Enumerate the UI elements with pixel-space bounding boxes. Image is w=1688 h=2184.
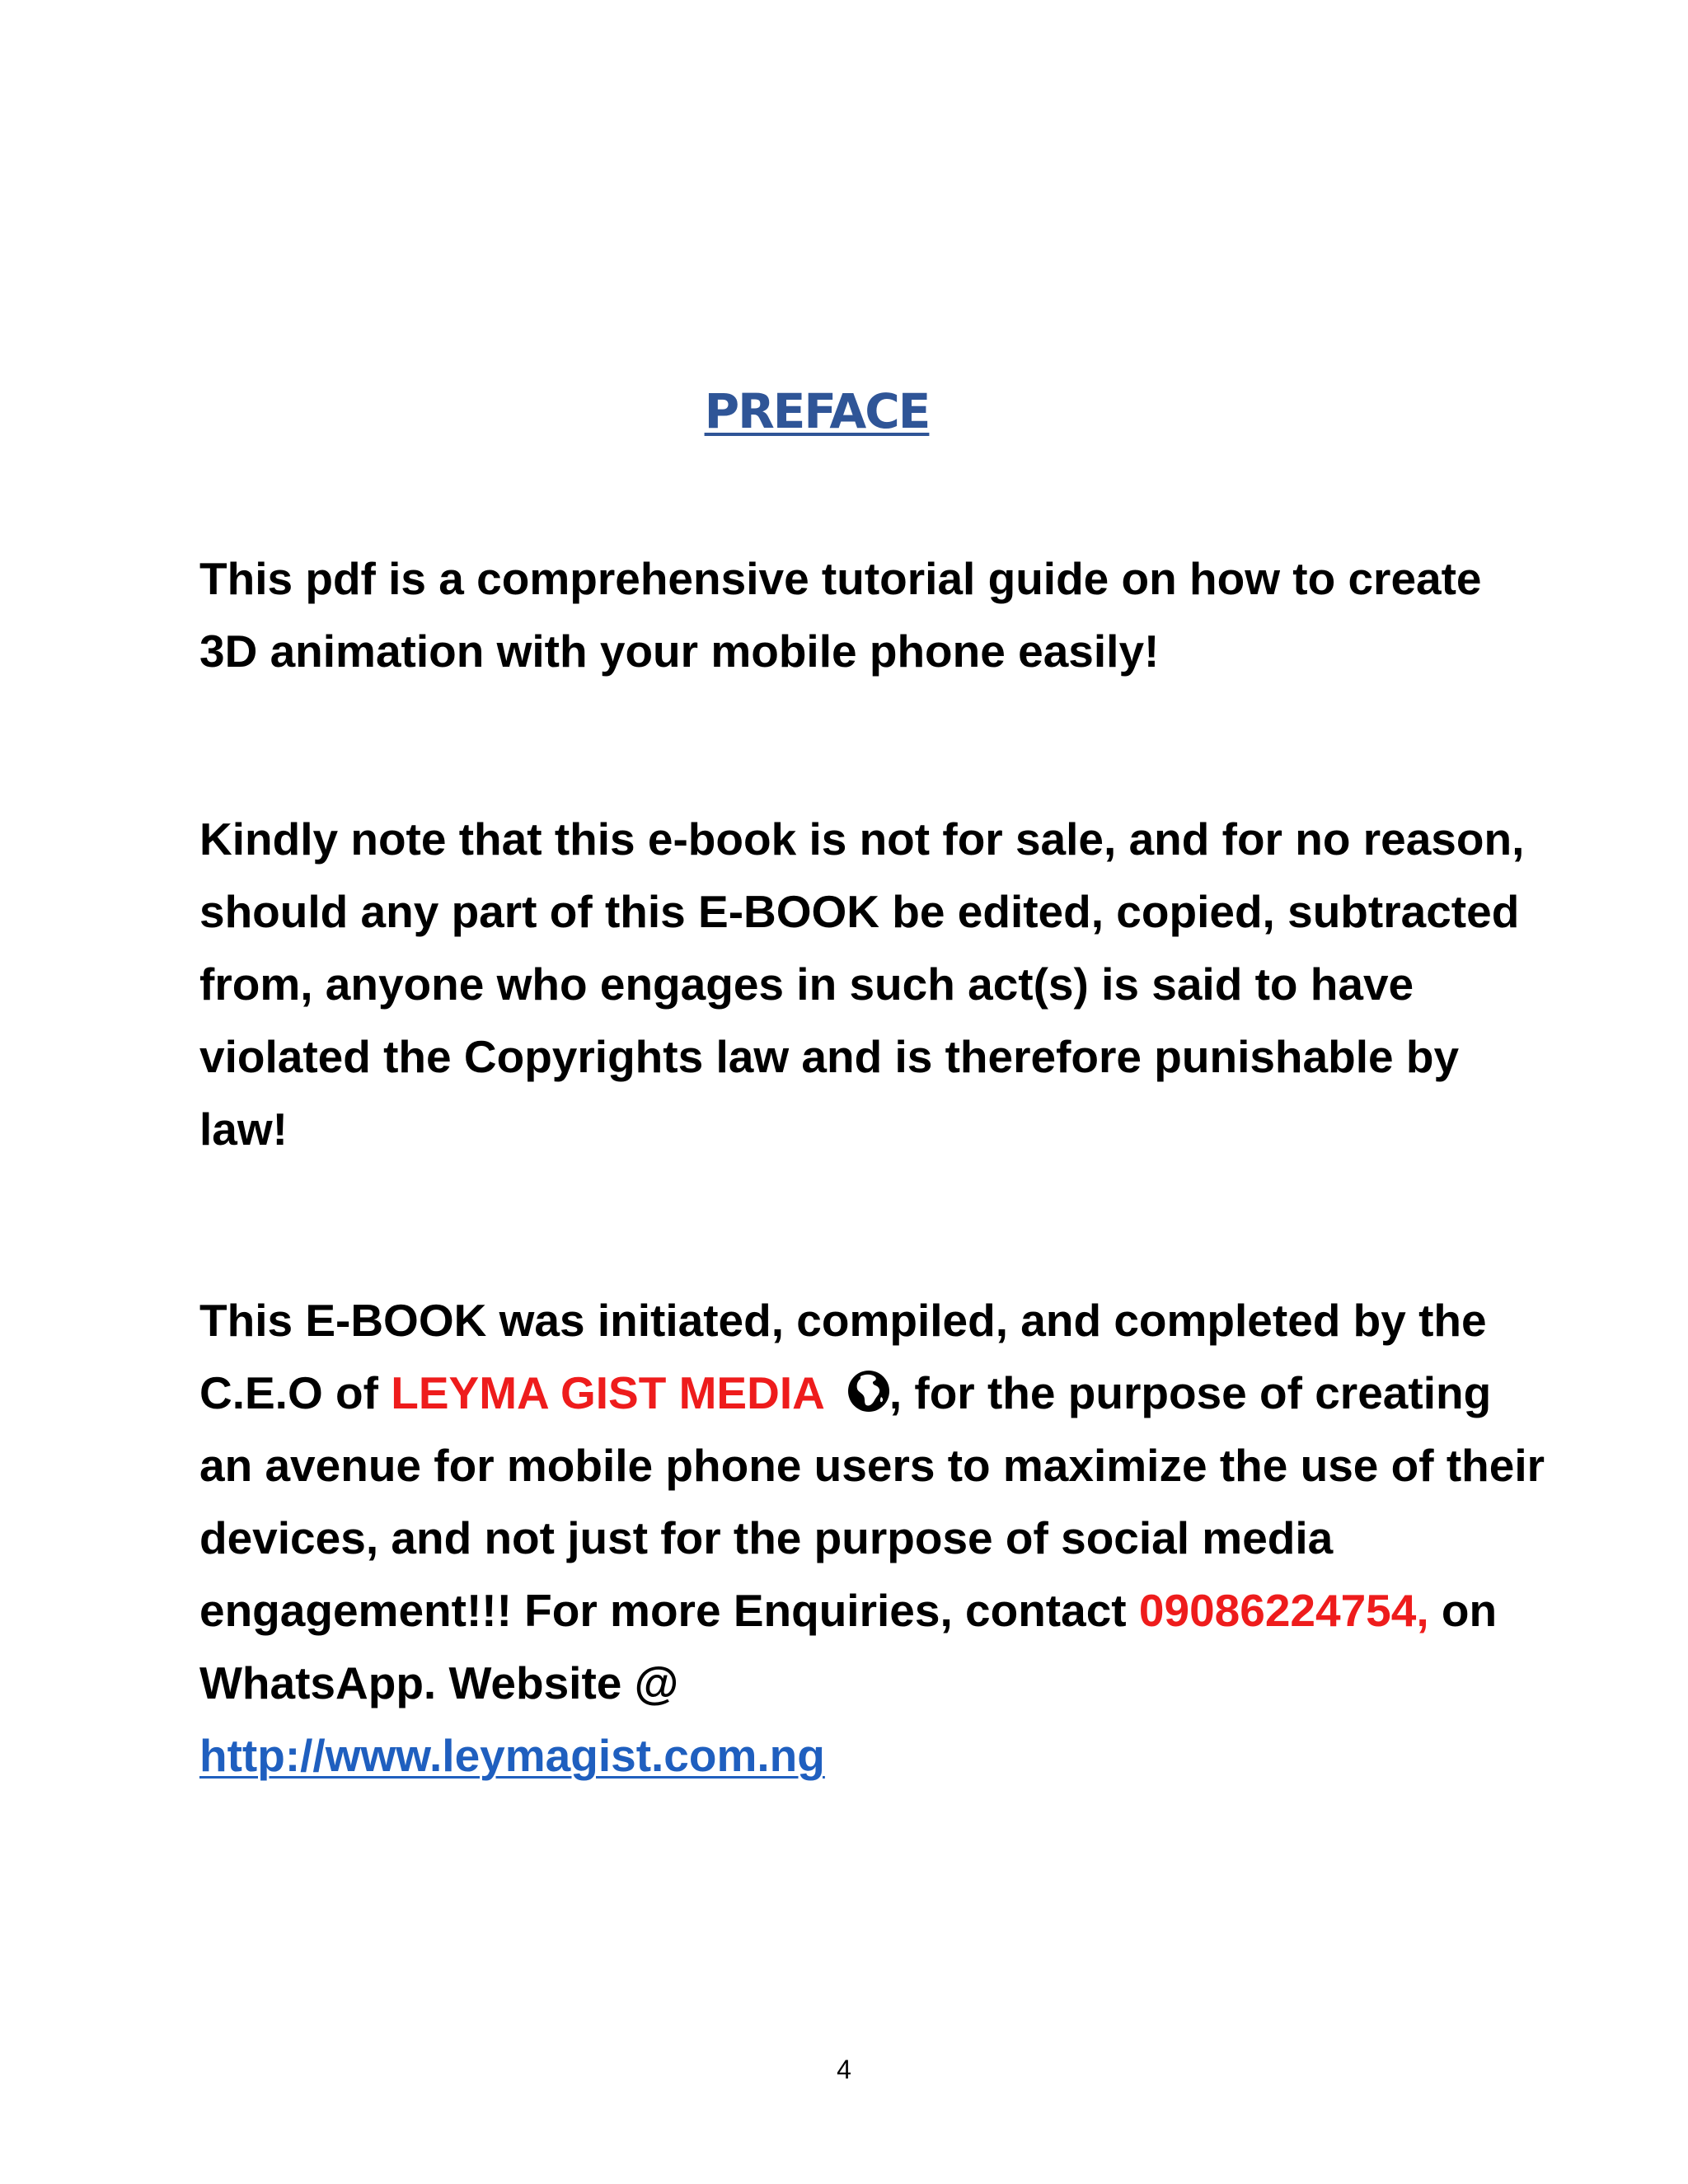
- paragraph-intro: This pdf is a comprehensive tutorial guide on how to create 3D animation with your mobile phone easily!: [199, 553, 1482, 677]
- purpose-text: , for the purpose of creating an avenue for mobile phone users to maximize the use of their devices, and not just for the purpose of social media engagement!!! For more Enquiries, contact: [199, 1367, 1545, 1636]
- website-link[interactable]: http://www.leymagist.com.ng: [199, 1730, 825, 1781]
- page-number: 4: [837, 2055, 851, 2084]
- company-name: LEYMA GIST MEDIA: [391, 1367, 825, 1418]
- author-intro-text: This E-BOOK was initiated, compiled, and completed by the C.E.O of: [199, 1295, 1487, 1418]
- whatsapp-text: on WhatsApp. Website @: [199, 1585, 1498, 1708]
- phone-number: 09086224754,: [1138, 1585, 1429, 1636]
- paragraph-copyright-notice: Kindly note that this e-book is not for sale, and for no reason, should any part of this E-BOOK be edited, copied, subtracted from, anyone who engages in such act(s) is said to have violated the Copyrights law and is therefore punishable by law!: [199, 813, 1525, 1155]
- page-title: PREFACE: [704, 383, 930, 439]
- paragraph-author-info: [199, 1284, 1551, 1792]
- globe-icon: [846, 1361, 891, 1406]
